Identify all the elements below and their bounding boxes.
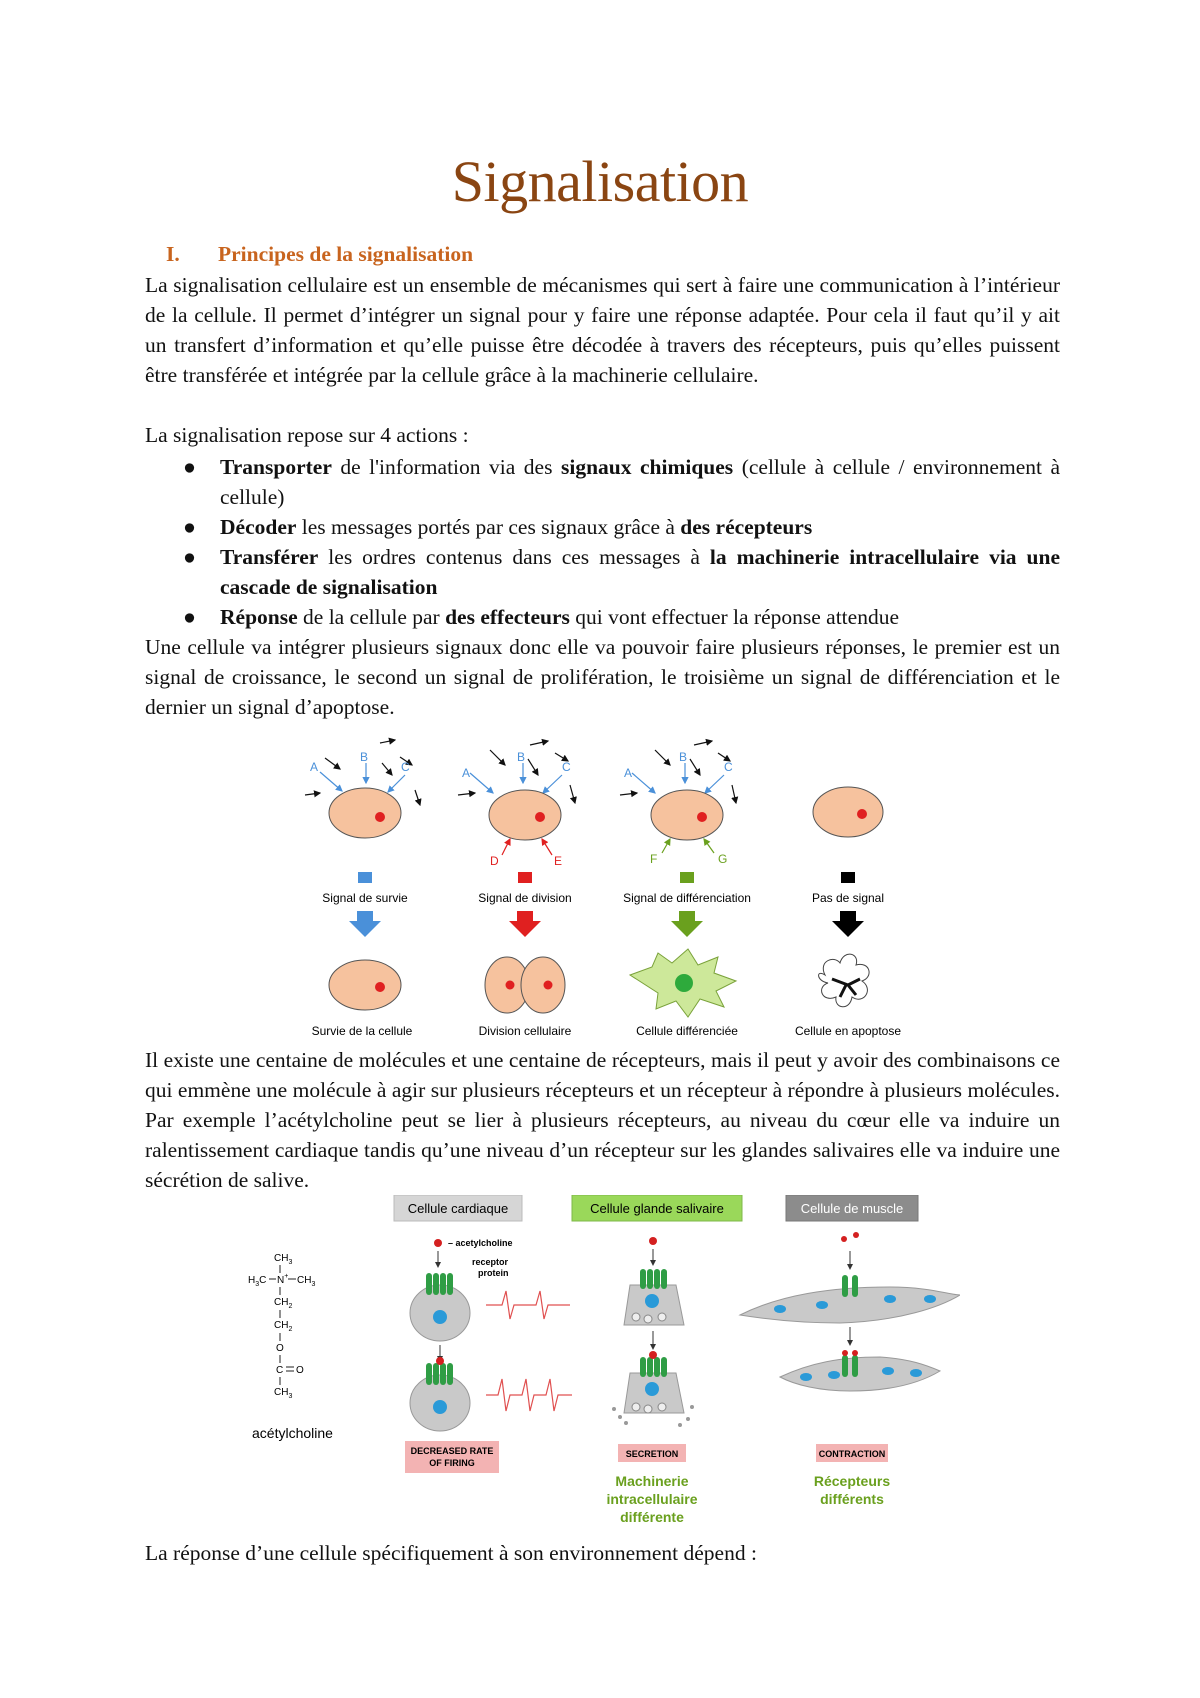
svg-text:CH3: $CH_3$ bbox=[274, 1253, 293, 1266]
receptor-label-2: protein bbox=[478, 1268, 509, 1278]
bold-term: Transporter bbox=[220, 455, 332, 479]
svg-text:CH2: $CH_2$ bbox=[274, 1320, 293, 1333]
paragraph-actions-intro: La signalisation repose sur 4 actions : bbox=[145, 423, 469, 447]
ligand-c-label: C bbox=[562, 760, 571, 774]
ligand-c-label: C bbox=[401, 760, 410, 774]
bullet-icon: ● bbox=[183, 515, 196, 539]
muscle-cell-resting bbox=[740, 1232, 960, 1323]
outcome-muscle: CONTRACTION bbox=[818, 1449, 886, 1459]
bold-term: des effecteurs bbox=[445, 605, 570, 629]
note-muscle-line2: différents bbox=[820, 1491, 884, 1507]
svg-text:– acetylcholine: – acetylcholine bbox=[448, 1238, 513, 1248]
note-gland-line2: intracellulaire bbox=[606, 1491, 698, 1507]
ligand-b-label: B bbox=[679, 750, 688, 764]
bullet-icon: ● bbox=[183, 545, 196, 569]
svg-text:O: O bbox=[276, 1343, 284, 1354]
outcome-label-survival: Survie de la cellule bbox=[311, 1024, 413, 1038]
list-text: qui vont effectuer la réponse attendue bbox=[569, 605, 899, 629]
list-text: de l'information via des bbox=[331, 455, 561, 479]
signal-label-none: Pas de signal bbox=[811, 891, 885, 905]
svg-text:O: O bbox=[296, 1365, 304, 1376]
svg-text:CH2: $CH_2$ bbox=[274, 1297, 293, 1310]
ligand-e-label: E bbox=[554, 854, 563, 868]
outcome-cardiac: DECREASED RATE bbox=[410, 1446, 494, 1456]
paragraph-intro: La signalisation cellulaire est un ensemble de mécanismes qui sert à faire une communication à l’intérieur de la cellule. Il permet d’intégrer un signal pour y faire une réponse adaptée. Pour cela il faut qu’il y ait un transfert d’information et qu’elle puisse être décodée à travers des récepteurs, puis qu’elles puissent être transférée et intégrée par la cellule grâce à la machinerie cellulaire. bbox=[145, 273, 1060, 387]
list-item bbox=[145, 512, 1060, 542]
note-gland-line1: Machinerie bbox=[615, 1473, 689, 1489]
gland-cell-resting bbox=[624, 1237, 684, 1325]
section-heading bbox=[166, 242, 473, 267]
ligand-a-label: A bbox=[624, 766, 633, 780]
bold-term: signaux chimiques bbox=[560, 455, 734, 479]
svg-text:CH3: $CH_3$ bbox=[274, 1387, 293, 1400]
list-text: (cellule à cellule / environnement à cellule) bbox=[220, 455, 1061, 509]
ligand-c-label: C bbox=[724, 760, 733, 774]
apoptosis-column bbox=[795, 787, 901, 1038]
ligand-a-label: A bbox=[310, 760, 319, 774]
bold-term: Transférer bbox=[220, 545, 319, 569]
list-text: les ordres contenus dans ces messages à bbox=[318, 545, 710, 569]
bullet-icon: ● bbox=[183, 455, 196, 479]
list-item bbox=[145, 542, 1060, 602]
section-number: I. bbox=[166, 242, 180, 266]
ligand-b-label: B bbox=[360, 750, 369, 764]
acetylcholine-figure bbox=[240, 1195, 960, 1535]
ligand-f-label: F bbox=[650, 852, 658, 866]
note-gland-line3: différente bbox=[620, 1509, 684, 1525]
signal-label-division: Signal de division bbox=[478, 891, 572, 905]
header-muscle: Cellule de muscle bbox=[800, 1201, 904, 1216]
division-column bbox=[458, 741, 575, 1038]
svg-text:H3C: $H_3C$ bbox=[248, 1275, 267, 1288]
outcome-gland: SECRETION bbox=[625, 1449, 679, 1459]
survival-column bbox=[305, 740, 420, 1038]
cardiac-cell-bound bbox=[410, 1357, 572, 1431]
paragraph-signals: Une cellule va intégrer plusieurs signaux donc elle va pouvoir faire plusieurs réponses, le premier est un signal de croissance, le second un signal de prolifération, le troisième un signal de différenciation et le dernier un signal d’apoptose. bbox=[145, 635, 1060, 719]
actions-list bbox=[145, 452, 1060, 632]
receptor-label: receptor bbox=[472, 1257, 509, 1267]
header-cardiac: Cellule cardiaque bbox=[407, 1201, 509, 1216]
ligand-g-label: G bbox=[718, 852, 728, 866]
outcome-label-division: Division cellulaire bbox=[478, 1024, 572, 1038]
acetylcholine-formula bbox=[248, 1253, 315, 1400]
cell-signal-figure bbox=[300, 735, 920, 1040]
svg-text:N+: N+ bbox=[277, 1273, 289, 1286]
paragraph-acetylcholine: Il existe une centaine de molécules et une centaine de récepteurs, mais il peut y avoir des combinaisons ce qui emmène une molécule à agir sur plusieurs récepteurs et un récepteur à répondre à plusieurs molécules. Par exemple l’acétylcholine peut se lier à plusieurs récepteurs, au niveau du cœur elle va induire un ralentissement cardiaque tandis qu’une niveau d’un récepteur sur les glandes salivaires elle va induire une sécrétion de salive. bbox=[145, 1048, 1060, 1192]
bold-term: Décoder bbox=[220, 515, 297, 539]
outcome-label-differentiated: Cellule différenciée bbox=[636, 1024, 738, 1038]
bold-term: Réponse bbox=[220, 605, 298, 629]
signal-label-differentiation: Signal de différenciation bbox=[623, 891, 751, 905]
gland-cell-secreting bbox=[612, 1351, 694, 1427]
molecule-name: acétylcholine bbox=[252, 1425, 333, 1441]
outcome-label-apoptosis: Cellule en apoptose bbox=[794, 1024, 902, 1038]
outcome-cardiac-2: OF FIRING bbox=[429, 1458, 475, 1468]
list-item bbox=[145, 452, 1060, 512]
svg-text:CH3: $CH_3$ bbox=[297, 1275, 316, 1288]
differentiation-column bbox=[620, 741, 751, 1038]
bold-term: des récepteurs bbox=[680, 515, 813, 539]
page-title: Signalisation bbox=[451, 149, 749, 214]
list-item bbox=[145, 602, 1060, 632]
cardiac-cell-resting bbox=[410, 1238, 570, 1341]
section-title: Principes de la signalisation bbox=[218, 242, 474, 266]
ligand-d-label: D bbox=[490, 854, 499, 868]
signal-label-survival: Signal de survie bbox=[322, 891, 408, 905]
list-text: les messages portés par ces signaux grâce à bbox=[296, 515, 681, 539]
list-text: de la cellule par bbox=[297, 605, 446, 629]
ligand-b-label: B bbox=[517, 750, 526, 764]
bold-term: la machinerie intracellulaire via une cascade de signalisation bbox=[220, 545, 1060, 599]
ligand-a-label: A bbox=[462, 766, 471, 780]
muscle-cell-contracting bbox=[780, 1350, 940, 1391]
svg-text:C: C bbox=[276, 1365, 284, 1376]
header-gland: Cellule glande salivaire bbox=[590, 1201, 724, 1216]
note-muscle-line1: Récepteurs bbox=[813, 1473, 891, 1489]
bullet-icon: ● bbox=[183, 605, 196, 629]
paragraph-response: La réponse d’une cellule spécifiquement à son environnement dépend : bbox=[145, 1541, 757, 1565]
